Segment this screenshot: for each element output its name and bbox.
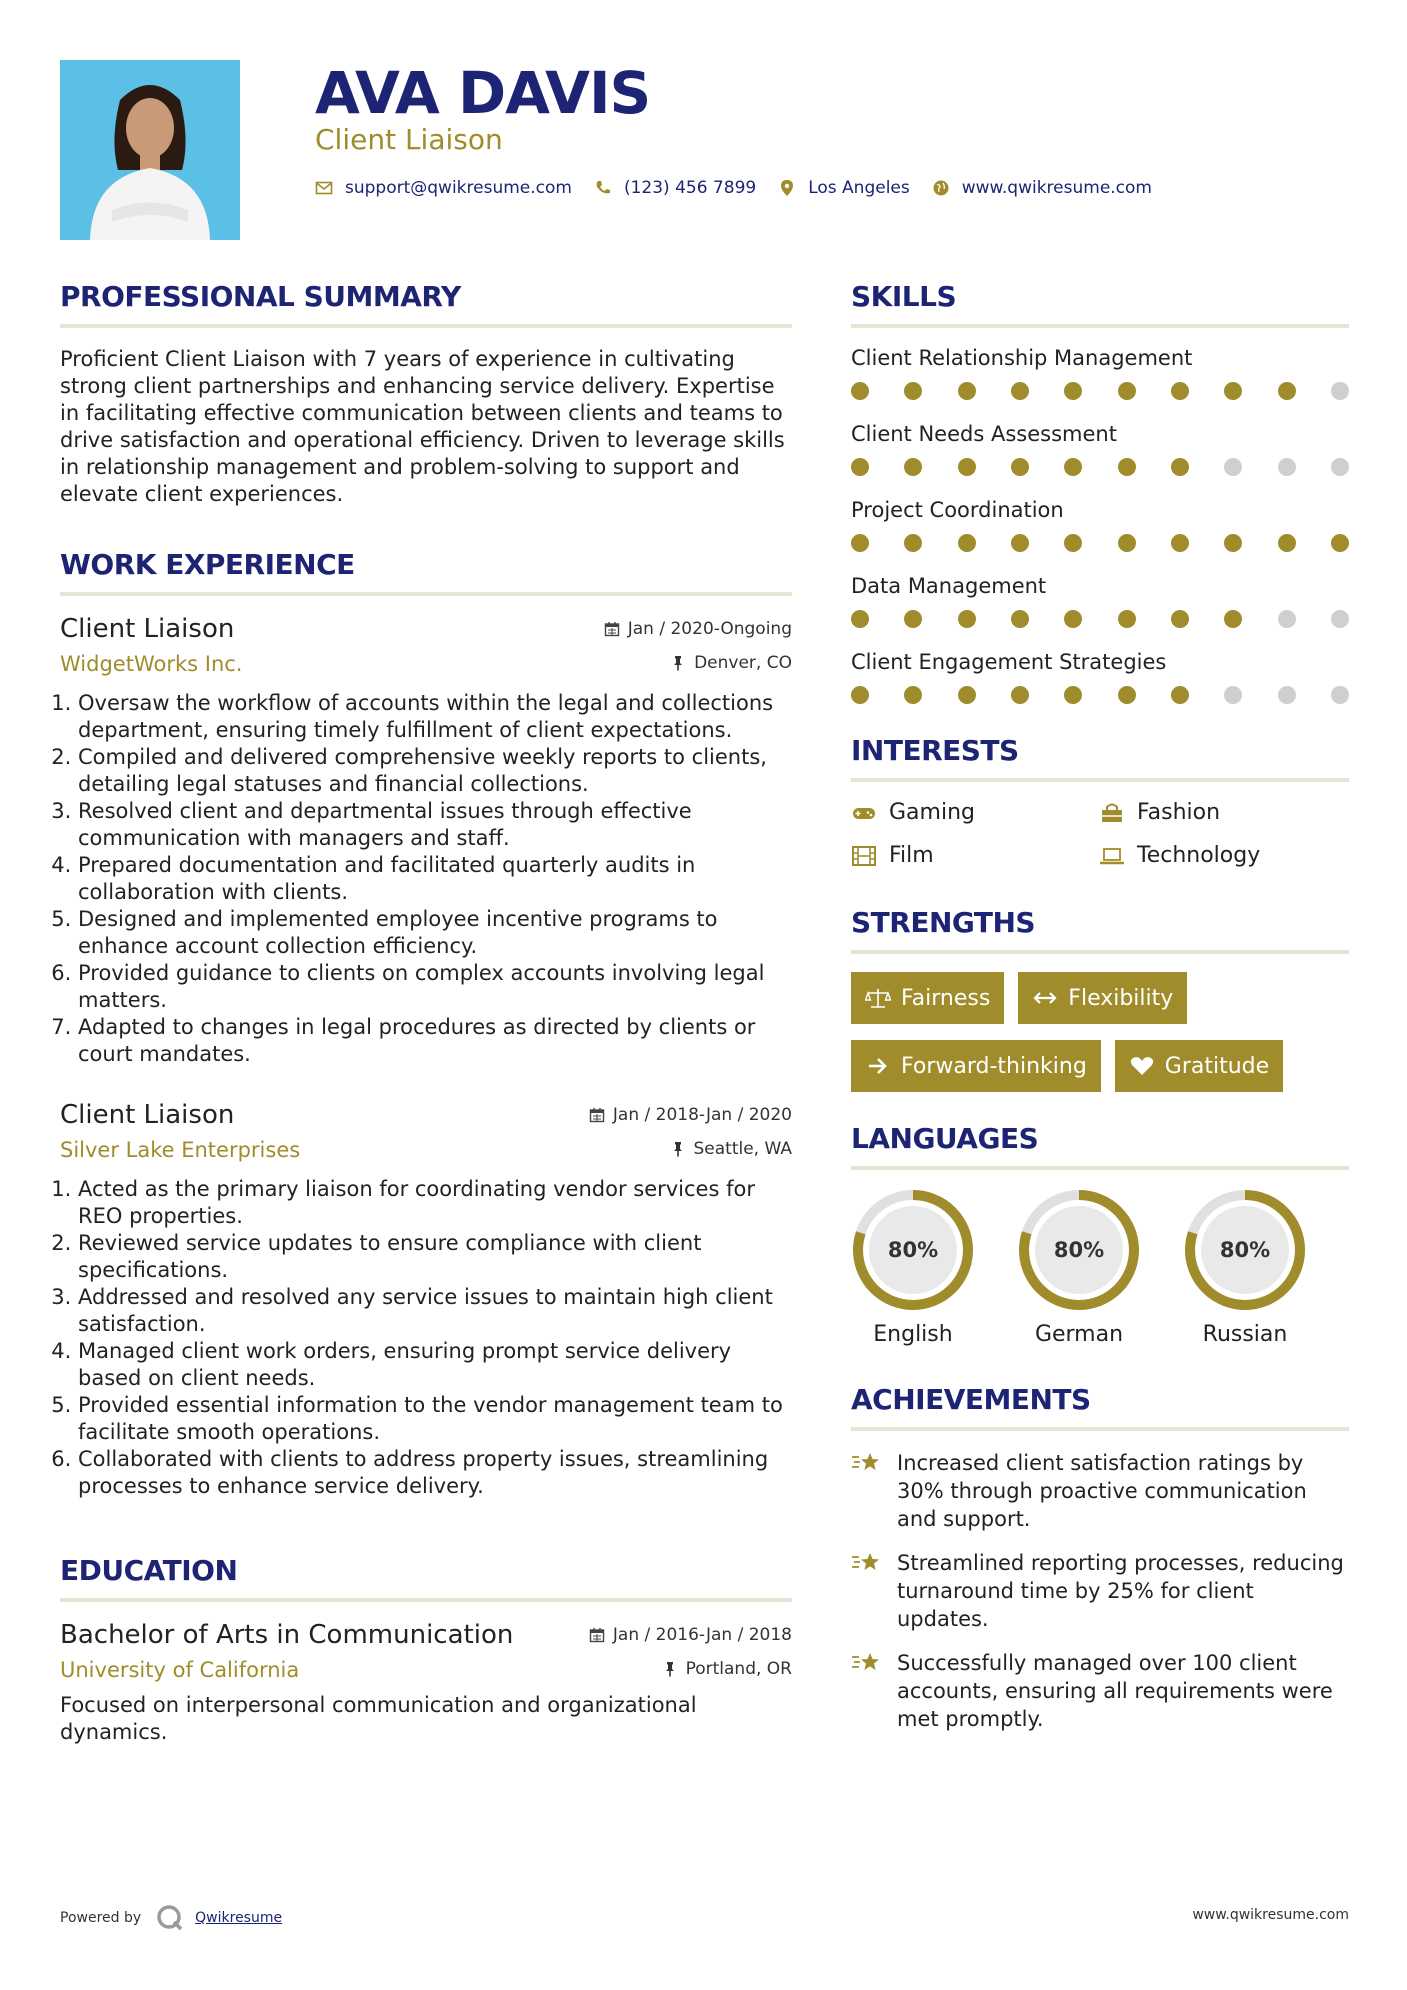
pushpin-icon [670, 1141, 686, 1157]
list-item: 2. Compiled and delivered comprehensive weekly reports to clients, detailing legal statuses and financial collections. [78, 744, 792, 798]
strength-chip [1018, 972, 1187, 1024]
language-percent: 80% [1219, 1238, 1271, 1262]
rating-dot-filled [851, 534, 869, 552]
calendar-icon [604, 621, 620, 637]
job-location [670, 1139, 793, 1159]
list-item: 2. Reviewed service updates to ensure compliance with client specifications. [78, 1230, 792, 1284]
job-date-text: Jan / 2020-Ongoing [627, 619, 792, 639]
language-name: Russian [1202, 1322, 1288, 1347]
skills-list [851, 346, 1349, 704]
job-entry [60, 614, 792, 1068]
skill-name: Data Management [851, 574, 1047, 598]
calendar-icon [589, 1627, 605, 1643]
contact-bar [315, 178, 1174, 198]
interest-item [851, 843, 1099, 868]
rating-dot-filled [1118, 610, 1136, 628]
list-item: 3. Addressed and resolved any service issues to maintain high client satisfaction. [78, 1284, 792, 1338]
job-location-text: Denver, CO [694, 653, 792, 673]
skill-item [851, 422, 1349, 476]
achievement-item [851, 1549, 1349, 1633]
list-item: 6. Provided guidance to clients on complex accounts involving legal matters. [78, 960, 792, 1014]
skill-name: Client Engagement Strategies [851, 650, 1167, 674]
job-title: Client Liaison [60, 614, 235, 644]
skill-item [851, 498, 1349, 552]
rating-dot-filled [1064, 686, 1082, 704]
achievement-text: Successfully managed over 100 client accounts, ensuring all requirements were met promptly. [897, 1651, 1333, 1731]
map-pin-icon [778, 179, 796, 197]
interests-heading: INTERESTS [851, 734, 1349, 782]
education-description: Focused on interpersonal communication and organizational dynamics. [60, 1693, 697, 1744]
strength-label: Gratitude [1164, 1053, 1270, 1079]
rating-dot-empty [1278, 610, 1296, 628]
profile-photo [60, 60, 240, 240]
rating-dot-filled [958, 382, 976, 400]
job-date [589, 1105, 792, 1125]
language-name: German [1034, 1322, 1124, 1347]
degree-title: Bachelor of Arts in Communication [60, 1620, 514, 1650]
globe-icon [932, 179, 950, 197]
rating-dot-empty [1224, 686, 1242, 704]
skill-name: Client Needs Assessment [851, 422, 1117, 446]
experience-heading: WORK EXPERIENCE [60, 548, 792, 596]
laptop-icon [1099, 845, 1125, 867]
job-entry [60, 1100, 792, 1500]
phone-icon [594, 179, 612, 197]
rating-dot-filled [1118, 534, 1136, 552]
rating-dot-filled [1278, 382, 1296, 400]
list-item: 7. Adapted to changes in legal procedures as directed by clients or court mandates. [78, 1014, 792, 1068]
language-percent: 80% [1053, 1238, 1105, 1262]
rating-dot-filled [1171, 382, 1189, 400]
achievements-heading: ACHIEVEMENTS [851, 1383, 1349, 1431]
achievements-list [851, 1449, 1349, 1733]
rating-dot-filled [904, 382, 922, 400]
job-duties-list [60, 1176, 792, 1500]
interest-label: Film [889, 843, 934, 868]
strength-label: Fairness [901, 985, 991, 1011]
list-item: 1. Oversaw the workflow of accounts within the legal and collections department, ensuring timely fulfillment of client expectations. [78, 690, 792, 744]
skill-rating [851, 610, 1349, 628]
skill-item [851, 574, 1349, 628]
job-company: WidgetWorks Inc. [60, 652, 243, 676]
job-date [604, 619, 792, 639]
interests-list [851, 800, 1349, 868]
job-title: Client Liaison [60, 1100, 235, 1130]
list-item: 1. Acted as the primary liaison for coordinating vendor services for REO properties. [78, 1176, 792, 1230]
interest-label: Technology [1137, 843, 1261, 868]
rating-dot-filled [1064, 382, 1082, 400]
languages-heading: LANGUAGES [851, 1122, 1349, 1170]
rating-dot-filled [851, 382, 869, 400]
rating-dot-filled [1064, 610, 1082, 628]
powered-by-label: Powered by [60, 1910, 142, 1926]
phone-number[interactable]: (123) 456 7899 [623, 178, 757, 198]
rating-dot-filled [1171, 686, 1189, 704]
school-name: University of California [60, 1658, 300, 1682]
language-item [1017, 1188, 1183, 1347]
job-duties-list [60, 690, 792, 1068]
rating-dot-filled [1011, 534, 1029, 552]
rating-dot-filled [1278, 534, 1296, 552]
language-progress-ring [1183, 1188, 1307, 1312]
interest-item [851, 800, 1099, 825]
rating-dot-filled [1171, 534, 1189, 552]
summary-heading: PROFESSIONAL SUMMARY [60, 280, 792, 328]
education-date [589, 1625, 792, 1645]
rating-dot-filled [1011, 458, 1029, 476]
gamepad-icon [851, 802, 877, 824]
interest-item [1099, 800, 1347, 825]
rating-dot-filled [1011, 686, 1029, 704]
list-item: 3. Resolved client and departmental issues through effective communication with managers and staff. [78, 798, 792, 852]
location-text: Los Angeles [808, 178, 910, 198]
education-location-text: Portland, OR [685, 1659, 792, 1679]
footer-site-link[interactable]: www.qwikresume.com [1192, 1907, 1349, 1923]
job-location-text: Seattle, WA [693, 1139, 792, 1159]
strengths-list [851, 972, 1349, 1092]
email-link[interactable]: support@qwikresume.com [345, 178, 572, 198]
strength-chip [851, 1040, 1101, 1092]
list-item: 4. Managed client work orders, ensuring prompt service delivery based on client needs. [78, 1338, 792, 1392]
arrows-horizontal-icon [1032, 987, 1058, 1009]
rating-dot-empty [1278, 458, 1296, 476]
language-percent: 80% [887, 1238, 939, 1262]
rating-dot-empty [1331, 458, 1349, 476]
skill-rating [851, 382, 1349, 400]
language-name: English [873, 1322, 953, 1347]
rating-dot-empty [1278, 686, 1296, 704]
list-item: 5. Provided essential information to the vendor management team to facilitate smooth operations. [78, 1392, 792, 1446]
right-column [851, 280, 1349, 1749]
rating-dot-filled [1224, 610, 1242, 628]
education-date-text: Jan / 2016-Jan / 2018 [612, 1625, 792, 1645]
achievement-item [851, 1649, 1349, 1733]
summary-text: Proficient Client Liaison with 7 years of experience in cultivating strong client partnerships and enhancing service delivery. Expertise in facilitating effective communication between clients and teams to drive satisfaction and operational efficiency. Driven to leverage skills in relationship management and problem-solving to support and elevate client experiences. [60, 347, 785, 506]
rating-dot-filled [958, 534, 976, 552]
rating-dot-filled [904, 534, 922, 552]
education-heading: EDUCATION [60, 1554, 792, 1602]
interest-label: Fashion [1137, 800, 1221, 825]
interest-item [1099, 843, 1347, 868]
list-item: 6. Collaborated with clients to address property issues, streamlining processes to enhance service delivery. [78, 1446, 792, 1500]
education-entry [60, 1620, 792, 1746]
strengths-heading: STRENGTHS [851, 906, 1349, 954]
list-item: 4. Prepared documentation and facilitated quarterly audits in collaboration with clients. [78, 852, 792, 906]
skill-item [851, 650, 1349, 704]
rating-dot-filled [1224, 534, 1242, 552]
shooting-star-icon [851, 1447, 885, 1477]
skill-rating [851, 458, 1349, 476]
language-progress-ring [1017, 1188, 1141, 1312]
rating-dot-filled [1118, 686, 1136, 704]
skill-name: Client Relationship Management [851, 346, 1193, 370]
rating-dot-filled [851, 458, 869, 476]
rating-dot-filled [851, 610, 869, 628]
footer-powered-by [60, 1903, 282, 1933]
rating-dot-filled [851, 686, 869, 704]
interest-label: Gaming [889, 800, 975, 825]
job-location [670, 653, 792, 673]
candidate-title: Client Liaison [315, 123, 503, 156]
rating-dot-filled [1331, 534, 1349, 552]
envelope-icon [315, 179, 333, 197]
pushpin-icon [670, 655, 686, 671]
language-progress-ring [851, 1188, 975, 1312]
education-location [662, 1659, 792, 1679]
arrow-right-icon [865, 1055, 891, 1077]
skill-item [851, 346, 1349, 400]
rating-dot-filled [958, 686, 976, 704]
qwikresume-link[interactable]: Qwikresume [195, 1910, 283, 1926]
rating-dot-filled [904, 458, 922, 476]
left-column [60, 280, 792, 1746]
achievement-text: Increased client satisfaction ratings by 30% through proactive communication and support. [897, 1451, 1307, 1531]
rating-dot-filled [1118, 458, 1136, 476]
rating-dot-filled [1118, 382, 1136, 400]
rating-dot-filled [958, 610, 976, 628]
rating-dot-empty [1331, 382, 1349, 400]
job-date-text: Jan / 2018-Jan / 2020 [612, 1105, 792, 1125]
achievement-text: Streamlined reporting processes, reducing turnaround time by 25% for client updates. [897, 1551, 1344, 1631]
rating-dot-filled [1171, 610, 1189, 628]
scale-icon [865, 987, 891, 1009]
rating-dot-filled [904, 610, 922, 628]
skill-rating [851, 534, 1349, 552]
rating-dot-filled [904, 686, 922, 704]
skill-rating [851, 686, 1349, 704]
languages-list [851, 1188, 1349, 1347]
rating-dot-filled [1011, 610, 1029, 628]
rating-dot-empty [1331, 610, 1349, 628]
list-item: 5. Designed and implemented employee incentive programs to enhance account collection efficiency. [78, 906, 792, 960]
rating-dot-filled [1064, 534, 1082, 552]
heart-icon [1129, 1055, 1155, 1077]
rating-dot-filled [1224, 382, 1242, 400]
rating-dot-empty [1224, 458, 1242, 476]
language-item [851, 1188, 1017, 1347]
rating-dot-empty [1331, 686, 1349, 704]
skill-name: Project Coordination [851, 498, 1064, 522]
shooting-star-icon [851, 1547, 885, 1577]
strength-chip [851, 972, 1004, 1024]
rating-dot-filled [1171, 458, 1189, 476]
film-icon [851, 845, 877, 867]
calendar-icon [589, 1107, 605, 1123]
shopping-bag-icon [1099, 802, 1125, 824]
strength-label: Flexibility [1068, 985, 1174, 1011]
language-item [1183, 1188, 1349, 1347]
website-link[interactable]: www.qwikresume.com [961, 178, 1152, 198]
rating-dot-filled [1011, 382, 1029, 400]
strength-label: Forward-thinking [901, 1053, 1087, 1079]
job-company: Silver Lake Enterprises [60, 1138, 301, 1162]
pushpin-icon [662, 1661, 678, 1677]
person-portrait-icon [60, 60, 240, 240]
strength-chip [1115, 1040, 1283, 1092]
candidate-name: AVA DAVIS [315, 59, 651, 127]
qwikresume-logo-icon [155, 1903, 185, 1933]
shooting-star-icon [851, 1647, 885, 1677]
skills-heading: SKILLS [851, 280, 1349, 328]
rating-dot-filled [958, 458, 976, 476]
rating-dot-filled [1064, 458, 1082, 476]
achievement-item [851, 1449, 1349, 1533]
